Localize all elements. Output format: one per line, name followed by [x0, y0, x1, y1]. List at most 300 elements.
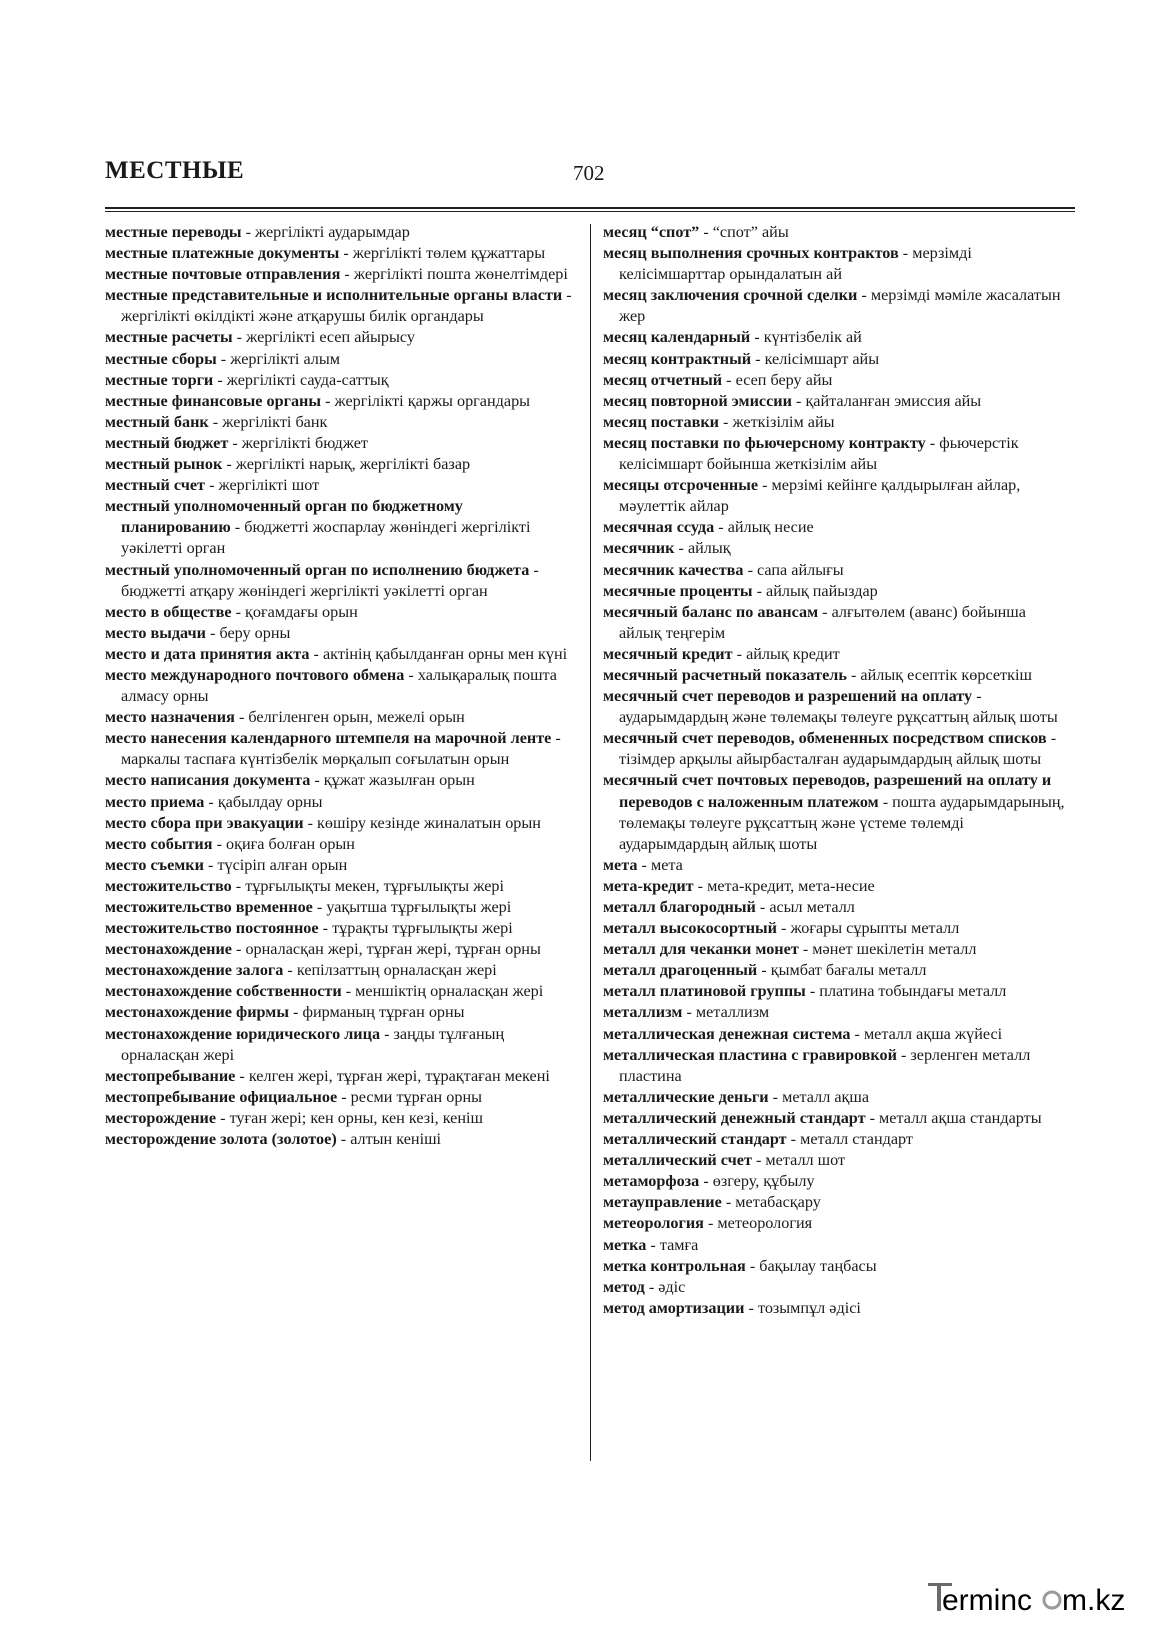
entry-separator: - [744, 1298, 758, 1317]
dictionary-entry [603, 728, 1071, 770]
entry-term: месяц отчетный [603, 370, 723, 389]
entry-separator: - [718, 412, 733, 431]
entry-term: месячник [603, 539, 675, 558]
dictionary-entry [603, 897, 1071, 918]
dictionary-entry [105, 602, 573, 623]
entry-term: месячный расчетный показатель [603, 665, 847, 684]
entry-term: место съемки [105, 855, 204, 874]
entry-definition: металл ақша жүйесі [863, 1024, 1003, 1043]
entry-term: место сбора при эвакуации [105, 813, 304, 832]
entry-term: местные представительные и исполнительные органы власти [105, 286, 563, 305]
entry-separator: - [751, 1151, 766, 1170]
entry-term: месяц поставки [603, 412, 719, 431]
entry-separator: - [637, 855, 651, 874]
dictionary-entry [105, 243, 573, 264]
entry-term: место назначения [105, 708, 235, 727]
entry-separator: - [757, 961, 771, 980]
entry-separator: - [241, 223, 256, 241]
entry-definition: айлық пайыздар [766, 581, 878, 600]
entry-term: металлическая пластина с гравировкой [603, 1045, 897, 1064]
entry-separator: - [878, 792, 893, 811]
svg-text:m.kz: m.kz [1062, 1584, 1126, 1615]
entry-term: месяц выполнения срочных контрактов [603, 244, 899, 263]
entry-term: металлическая денежная система [603, 1024, 851, 1043]
entry-definition: мерзімі кейінге қалдырылған айлар, мәулеттік айлар [619, 476, 1021, 516]
entry-definition: жеткізілім айы [732, 412, 835, 431]
entry-term: местные платежные документы [105, 244, 340, 263]
entry-term: месяц контрактный [603, 349, 752, 368]
svg-text:erminc: erminc [942, 1584, 1033, 1615]
dictionary-entry [603, 1108, 1071, 1129]
dictionary-entry [603, 1298, 1071, 1319]
dictionary-entry [603, 665, 1071, 686]
entry-definition: жергілікті төлем құжаттары [352, 244, 546, 263]
entry-term: местопребывание официальное [105, 1087, 338, 1106]
entry-definition: алғытөлем (аванс) бойынша айлық теңгерім [619, 602, 1026, 642]
entry-term: металлические деньги [603, 1087, 769, 1106]
entry-definition: аударымдардың және төлемақы төлеуге рұқсаттың айлық шоты [619, 708, 1058, 727]
entry-definition: мерзімді мәміле жасалатын жер [619, 286, 1061, 326]
dictionary-entry [105, 327, 573, 348]
dictionary-entry [603, 876, 1071, 897]
entry-separator: - [212, 834, 227, 853]
dictionary-entry [603, 960, 1071, 981]
dictionary-entry [603, 1256, 1071, 1277]
entry-definition: бюджетті жоспарлау жөніндегі жергілікті уәкілетті орган [121, 518, 531, 558]
entry-definition: платина тобындағы металл [819, 982, 1007, 1001]
dictionary-entry [105, 391, 573, 412]
entry-separator: - [750, 328, 764, 347]
entry-separator: - [235, 1066, 249, 1085]
entry-definition: жергілікті алым [230, 349, 340, 368]
dictionary-entry [603, 327, 1071, 348]
entry-definition: күнтізбелік ай [763, 328, 862, 347]
entry-definition: бюджетті атқару жөніндегі жергілікті уәкілетті орган [121, 581, 488, 600]
entry-definition: мета-кредит, мета-несие [707, 876, 875, 895]
entry-separator: - [743, 560, 758, 579]
entry-definition: қабылдау орны [217, 792, 323, 811]
entry-term: метеорология [603, 1214, 704, 1233]
entry-term: местный счет [105, 476, 206, 495]
entry-separator: - [865, 1108, 880, 1127]
entry-term: металл высокосортный [603, 919, 777, 938]
entry-term: место написания документа [105, 771, 311, 790]
entry-definition: келісімшарт айы [764, 349, 880, 368]
dictionary-entry [105, 433, 573, 454]
entry-separator: - [341, 982, 356, 1001]
dictionary-entry [105, 918, 573, 939]
entry-separator: - [644, 1277, 659, 1296]
dictionary-entry [603, 517, 1071, 538]
dictionary-entry [603, 770, 1071, 854]
entry-term: месячная ссуда [603, 518, 715, 537]
dictionary-entry [105, 370, 573, 391]
dictionary-entry [603, 581, 1071, 602]
entry-definition: метеорология [717, 1214, 813, 1233]
entry-term: местонахождение собственности [105, 982, 342, 1001]
dictionary-entry [603, 981, 1071, 1002]
entry-separator: - [336, 1130, 351, 1149]
dictionary-entry [105, 876, 573, 897]
entry-separator: - [230, 518, 245, 537]
entry-separator: - [722, 370, 736, 389]
entry-term: металл для чеканки монет [603, 940, 799, 959]
entry-definition: заңды тұлғаның орналасқан жері [121, 1024, 505, 1064]
dictionary-entry [603, 939, 1071, 960]
dictionary-entry [603, 433, 1071, 475]
dictionary-entry [105, 560, 573, 602]
entry-term: местонахождение залога [105, 961, 284, 980]
entry-definition: жергілікті сауда-саттық [226, 370, 389, 389]
entry-term: месяц календарный [603, 328, 751, 347]
dictionary-entry [105, 960, 573, 981]
entry-definition: сапа айлығы [757, 560, 844, 579]
entry-definition: орналасқан жері, тұрған жері, тұрған орны [245, 940, 541, 959]
dictionary-entry [105, 1024, 573, 1066]
entry-definition: бақылау таңбасы [759, 1256, 877, 1275]
entry-separator: - [339, 244, 353, 263]
entry-term: месяц повторной эмиссии [603, 391, 792, 410]
dictionary-entry [603, 391, 1071, 412]
entry-separator: - [216, 349, 231, 368]
entry-separator: - [896, 1045, 911, 1064]
header-rule-thin [105, 211, 1075, 212]
entry-term: металлизм [603, 1003, 683, 1022]
entry-separator: - [751, 349, 765, 368]
entry-separator: - [898, 244, 913, 263]
dictionary-entry [105, 1066, 573, 1087]
entry-term: месячный баланс по авансам [603, 602, 819, 621]
entry-term: местный уполномоченный орган по бюджетному планированию [105, 497, 463, 537]
entry-definition: ресми тұрған орны [350, 1087, 482, 1106]
entry-term: место выдачи [105, 623, 206, 642]
entry-definition: фьючерстік келісімшарт бойынша жеткізілім айы [619, 433, 1019, 474]
entry-separator: - [714, 518, 728, 537]
entry-definition: мерзімді келісімшарттар орындалатын ай [619, 244, 972, 284]
entry-separator: - [203, 855, 218, 874]
dictionary-entry [105, 1087, 573, 1108]
entry-definition: халықаралық пошта алмасу орны [121, 665, 557, 706]
dictionary-entry [603, 1129, 1071, 1150]
dictionary-entry [603, 855, 1071, 876]
entry-term: местонахождение фирмы [105, 1003, 289, 1022]
entry-definition: металл ақша стандарты [879, 1108, 1042, 1127]
entry-definition: көшіру кезінде жиналатын орын [317, 813, 541, 832]
entry-term: месячные проценты [603, 581, 753, 600]
dictionary-entry [603, 1192, 1071, 1213]
entry-term: местные переводы [105, 223, 242, 241]
dictionary-entry [105, 707, 573, 728]
entry-term: месяц поставки по фьючерсному контракту [603, 433, 926, 452]
entry-separator: - [693, 876, 708, 895]
entry-definition: асыл металл [769, 898, 855, 916]
entry-definition: кепілзаттың орналасқан жері [296, 961, 497, 980]
dictionary-entry [603, 1150, 1071, 1171]
entry-separator: - [791, 391, 806, 410]
entry-term: местожительство постоянное [105, 919, 319, 938]
dictionary-entry [105, 1129, 573, 1150]
dictionary-entry [105, 1002, 573, 1023]
entry-definition: тамға [659, 1235, 699, 1254]
entry-separator: - [309, 644, 323, 663]
running-head: МЕСТНЫЕ [105, 157, 245, 184]
entry-definition: металл шот [765, 1151, 846, 1170]
entry-separator: - [752, 581, 767, 600]
entry-definition: айлық кредит [746, 644, 840, 663]
dictionary-entry [603, 285, 1071, 327]
entry-separator: - [798, 940, 813, 959]
entry-separator: - [310, 771, 324, 790]
entry-term: метод амортизации [603, 1298, 745, 1317]
entry-separator: - [562, 286, 572, 305]
entry-definition: зерленген металл пластина [619, 1045, 1031, 1085]
entry-separator: - [340, 265, 354, 284]
entry-definition: туған жері; кен орны, кен кезі, кеніш [229, 1108, 483, 1127]
entry-separator: - [216, 1108, 230, 1127]
entry-definition: актінің қабылданған орны мен күні [322, 644, 568, 663]
entry-separator: - [857, 286, 871, 305]
dictionary-entry [603, 243, 1071, 285]
entry-definition: “спот” айы [712, 223, 789, 241]
entry-term: место и дата принятия акта [105, 644, 310, 663]
entry-separator: - [529, 560, 539, 579]
entry-definition: металл стандарт [800, 1130, 913, 1149]
entry-term: место в обществе [105, 602, 232, 621]
entry-term: местожительство [105, 876, 232, 895]
dictionary-entry [105, 728, 573, 770]
entry-term: металл драгоценный [603, 961, 758, 980]
entry-definition: оқиға болған орын [226, 834, 355, 853]
entry-definition: беру орны [219, 623, 291, 642]
dictionary-entry [603, 1024, 1071, 1045]
entry-separator: - [682, 1003, 696, 1022]
entry-term: местный бюджет [105, 433, 229, 452]
dictionary-entry [603, 644, 1071, 665]
dictionary-entry [603, 370, 1071, 391]
dictionary-entry [105, 349, 573, 370]
entry-separator: - [283, 961, 297, 980]
entry-term: металлический счет [603, 1151, 752, 1170]
entry-definition: мета [650, 855, 683, 874]
entry-definition: жергілікті банк [222, 412, 328, 431]
entry-separator: - [234, 708, 249, 727]
entry-definition: айлық [687, 539, 731, 558]
dictionary-entry [105, 264, 573, 285]
entry-separator: - [312, 898, 327, 916]
entry-separator: - [703, 1214, 718, 1233]
entry-term: местные сборы [105, 349, 217, 368]
entry-separator: - [204, 792, 218, 811]
entry-definition: түсіріп алған орын [217, 855, 348, 874]
watermark-logo-icon [926, 1577, 1136, 1615]
dictionary-entry [603, 1087, 1071, 1108]
entry-separator: - [699, 1172, 713, 1191]
entry-definition: мәнет шекілетін металл [812, 940, 977, 959]
dictionary-entry [105, 496, 573, 559]
entry-term: местонахождение [105, 940, 232, 959]
entry-term: местные почтовые отправления [105, 265, 341, 284]
entry-term: месячный счет переводов, обмененных посредством списков [603, 729, 1047, 748]
entry-separator: - [337, 1087, 351, 1106]
entry-separator: - [674, 539, 688, 558]
entry-separator: - [1046, 729, 1057, 748]
entry-definition: фирманың тұрған орны [302, 1003, 465, 1022]
dictionary-entry [603, 1045, 1071, 1087]
dictionary-entry [105, 623, 573, 644]
entry-definition: меншіктің орналасқан жері [355, 982, 544, 1001]
entry-definition: пошта аударымдарының, төлемақы төлеуге рұқсаттың және үстеме төлемді аударымдардың айлық шоты [619, 792, 1065, 853]
entry-definition: алтын кеніші [350, 1130, 442, 1149]
column-divider [590, 224, 591, 1461]
entry-term: месячный счет переводов и разрешений на оплату [603, 687, 973, 706]
entry-definition: жергілікті бюджет [241, 433, 368, 452]
entry-definition: тұрғылықты мекен, тұрғылықты жері [245, 876, 504, 895]
entry-definition: тізімдер арқылы айырбасталған аударымдардың айлық шоты [619, 750, 1042, 769]
dictionary-entry [105, 939, 573, 960]
entry-term: метка контрольная [603, 1256, 746, 1275]
dictionary-entry [105, 792, 573, 813]
entry-separator: - [850, 1024, 864, 1043]
entry-term: место события [105, 834, 213, 853]
entry-separator: - [231, 940, 246, 959]
entry-separator: - [646, 1235, 660, 1254]
dictionary-entry [105, 665, 573, 707]
entry-term: метауправление [603, 1193, 722, 1212]
entry-definition: қоғамдағы орын [245, 602, 358, 621]
entry-term: месячный кредит [603, 644, 733, 663]
entry-definition: металл ақша [782, 1087, 870, 1106]
dictionary-entry [603, 412, 1071, 433]
entry-definition: жергілікті есеп айырысу [246, 328, 415, 347]
entry-term: место международного почтового обмена [105, 665, 405, 684]
site-watermark-logo [926, 1577, 1136, 1615]
entry-separator: - [404, 665, 418, 684]
entry-separator: - [231, 602, 246, 621]
entry-term: место приема [105, 792, 205, 811]
entry-definition: метабасқару [735, 1193, 821, 1212]
entry-term: местонахождение юридического лица [105, 1024, 381, 1043]
entry-separator: - [699, 223, 713, 241]
entry-term: месторождение золота (золотое) [105, 1130, 337, 1149]
dictionary-entry [603, 560, 1071, 581]
entry-term: метод [603, 1277, 645, 1296]
dictionary-entry [105, 285, 573, 327]
entry-separator: - [288, 1003, 303, 1022]
entry-separator: - [818, 602, 832, 621]
entry-definition: тұрақты тұрғылықты жері [332, 919, 513, 938]
entry-separator: - [758, 476, 772, 495]
dictionary-entry [603, 222, 1071, 243]
entry-definition: есеп беру айы [735, 370, 833, 389]
dictionary-entry [603, 1002, 1071, 1023]
entry-definition: жоғары сұрыпты металл [790, 919, 960, 938]
entry-separator: - [321, 391, 335, 410]
entry-term: местный уполномоченный орган по исполнению бюджета [105, 560, 530, 579]
dictionary-entry [603, 1235, 1071, 1256]
entry-term: местные финансовые органы [105, 391, 322, 410]
dictionary-entry [105, 834, 573, 855]
entry-definition: жергілікті өкілдікті және атқарушы билік органдары [121, 307, 484, 326]
entry-term: местные торги [105, 370, 214, 389]
entry-definition: уақытша тұрғылықты жері [326, 898, 512, 916]
entry-definition: маркалы таспаға күнтізбелік мөрқалып соғылатын орын [121, 750, 510, 769]
right-column [603, 222, 1071, 1319]
dictionary-entry [603, 538, 1071, 559]
entry-term: месяц заключения срочной сделки [603, 286, 858, 305]
entry-term: металл платиновой группы [603, 982, 806, 1001]
entry-separator: - [205, 476, 219, 495]
entry-separator: - [786, 1130, 801, 1149]
entry-term: месяцы отсроченные [603, 476, 759, 495]
entry-separator: - [805, 982, 820, 1001]
entry-term: металл благородный [603, 898, 756, 916]
entry-separator: - [380, 1024, 394, 1043]
dictionary-entry [105, 813, 573, 834]
entry-definition: металлизм [695, 1003, 770, 1022]
entry-separator: - [972, 687, 982, 706]
entry-separator: - [303, 813, 318, 832]
dictionary-entry [105, 454, 573, 475]
entry-separator: - [208, 412, 223, 431]
entry-definition: жергілікті нарық, жергілікті базар [235, 455, 471, 474]
header-rule-thick [105, 207, 1075, 209]
entry-term: место нанесения календарного штемпеля на марочной ленте [105, 729, 552, 748]
entry-term: мета-кредит [603, 876, 694, 895]
entry-term: мета [603, 855, 638, 874]
entry-term: месторождение [105, 1108, 217, 1127]
entry-separator: - [732, 644, 747, 663]
entry-term: местные расчеты [105, 328, 233, 347]
entry-separator: - [745, 1256, 760, 1275]
entry-term: метка [603, 1235, 647, 1254]
entry-term: местный рынок [105, 455, 223, 474]
entry-separator: - [768, 1087, 783, 1106]
entry-term: метаморфоза [603, 1172, 700, 1191]
entry-definition: айлық несие [727, 518, 814, 537]
entry-separator: - [318, 919, 333, 938]
entry-separator: - [222, 455, 236, 474]
dictionary-entry [105, 770, 573, 791]
entry-definition: қайталанған эмиссия айы [805, 391, 982, 410]
dictionary-entry [603, 1213, 1071, 1234]
dictionary-entry [105, 222, 573, 243]
entry-definition: жергілікті шот [218, 476, 320, 495]
entry-definition: айлық есептік көрсеткіш [860, 665, 1032, 684]
entry-separator: - [231, 876, 246, 895]
entry-separator: - [228, 433, 242, 452]
entry-term: местожительство временное [105, 898, 313, 916]
entry-term: месячник качества [603, 560, 744, 579]
entry-term: металлический стандарт [603, 1130, 787, 1149]
dictionary-entry [105, 855, 573, 876]
entry-term: местный банк [105, 412, 209, 431]
entry-definition: өзгеру, құбылу [712, 1172, 815, 1191]
dictionary-entry [603, 1277, 1071, 1298]
dictionary-entry [603, 686, 1071, 728]
entry-definition: келген жері, тұрған жері, тұрақтаған мекені [248, 1066, 550, 1085]
dictionary-entry [105, 981, 573, 1002]
entry-separator: - [721, 1193, 736, 1212]
entry-separator: - [205, 623, 220, 642]
dictionary-entry [105, 412, 573, 433]
entry-separator: - [755, 898, 770, 916]
entry-term: металлический денежный стандарт [603, 1108, 866, 1127]
dictionary-entry [603, 1171, 1071, 1192]
entry-definition: жергілікті қаржы органдары [334, 391, 531, 410]
entry-definition: тозымпұл әдісі [757, 1298, 861, 1317]
entry-separator: - [213, 370, 227, 389]
entry-definition: құжат жазылған орын [323, 771, 475, 790]
